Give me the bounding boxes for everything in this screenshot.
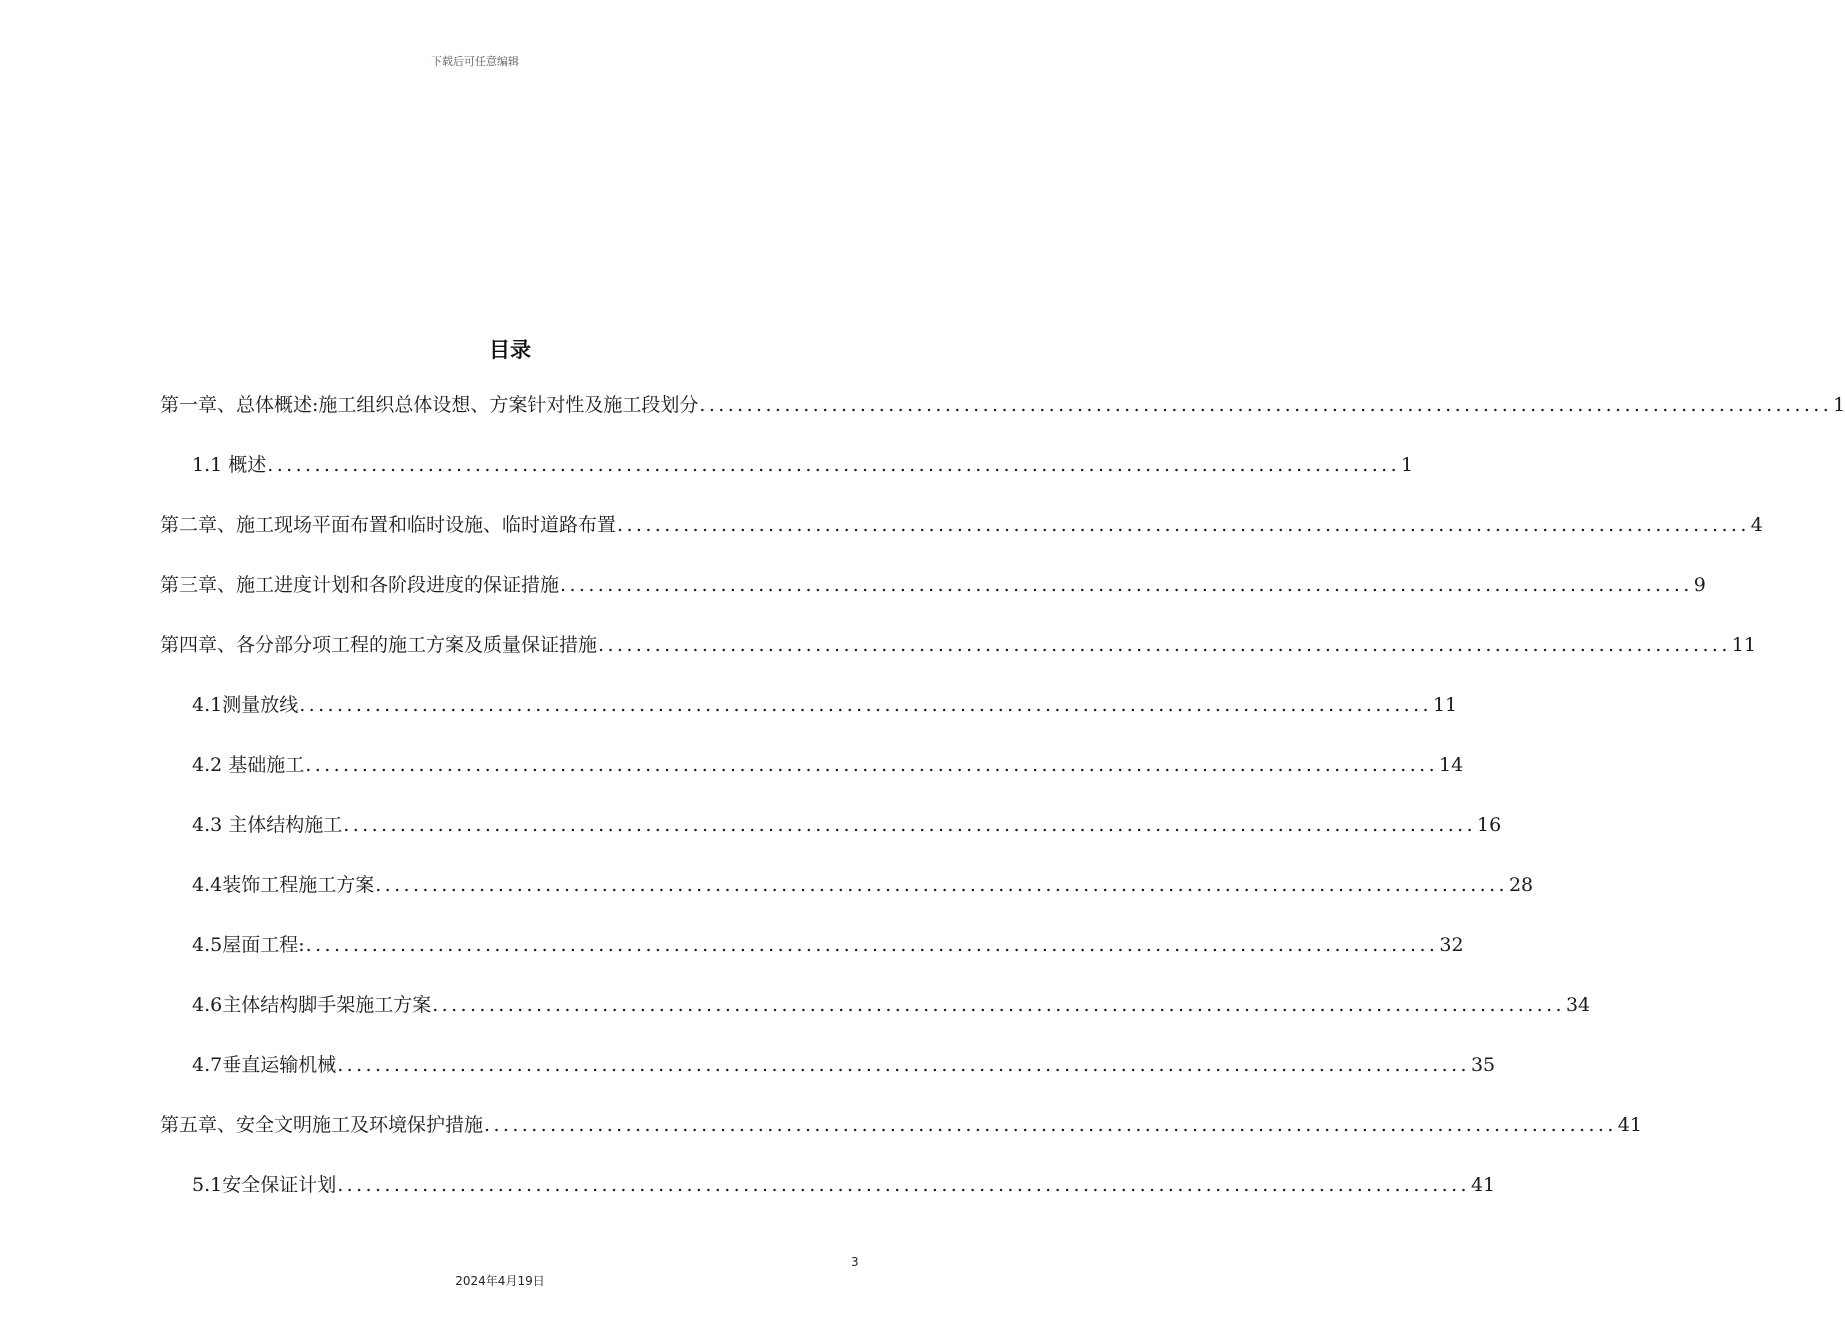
toc-dot-leader: ........................................................................................................................: [299, 694, 1432, 716]
toc-dot-leader: ........................................................................................................................: [267, 454, 1401, 476]
toc-entry[interactable]: [160, 1050, 1496, 1110]
toc-dot-leader: ........................................................................................................................: [305, 754, 1439, 776]
toc-dot-leader: ........................................................................................................................: [343, 814, 1477, 836]
toc-entry-text: 4.3 主体结构施工: [192, 814, 343, 836]
toc-entry-page: 11: [1432, 694, 1458, 716]
toc-dot-leader: ........................................................................................................................: [560, 574, 1693, 596]
toc-entry-text: 第四章、各分部分项工程的施工方案及质量保证措施: [160, 634, 598, 656]
toc-entry-text: 第三章、施工进度计划和各阶段进度的保证措施: [160, 574, 560, 596]
toc-entry-text: 第一章、总体概述:施工组织总体设想、方案针对性及施工段划分: [160, 394, 699, 416]
toc-entry[interactable]: [160, 810, 1502, 870]
toc-entry[interactable]: [160, 1110, 1642, 1170]
toc-entry-text: 1.1 概述: [192, 454, 267, 476]
toc-dot-leader: ........................................................................................................................: [699, 394, 1833, 416]
toc-entry-text: 4.4装饰工程施工方案: [192, 874, 375, 896]
toc-entry[interactable]: [160, 1170, 1496, 1230]
toc-entry[interactable]: [160, 390, 1845, 450]
toc-entry[interactable]: [160, 750, 1464, 810]
toc-entry[interactable]: [160, 450, 1414, 510]
toc-dot-leader: ........................................................................................................................: [598, 634, 1731, 656]
toc-title: 目录: [489, 338, 531, 362]
toc-entry-page: 41: [1617, 1114, 1642, 1136]
page-number: 3: [851, 1255, 859, 1269]
toc-entry-text: 第二章、施工现场平面布置和临时设施、临时道路布置: [160, 514, 617, 536]
toc-dot-leader: ........................................................................................................................: [432, 994, 1565, 1016]
toc-entry-page: 35: [1470, 1054, 1496, 1076]
toc-entry-page: 28: [1508, 874, 1534, 896]
toc-entry-page: 1: [1833, 394, 1845, 416]
toc-entry-text: 4.2 基础施工: [192, 754, 305, 776]
toc-entry-text: 5.1安全保证计划: [192, 1174, 337, 1196]
toc-entry-page: 32: [1439, 934, 1464, 956]
toc-dot-leader: ........................................................................................................................: [375, 874, 1508, 896]
toc-entry-page: 4: [1750, 514, 1763, 536]
toc-entry[interactable]: [160, 990, 1591, 1050]
toc-entry-page: 14: [1439, 754, 1464, 776]
toc-dot-leader: ........................................................................................................................: [337, 1054, 1470, 1076]
toc-entry[interactable]: [160, 690, 1458, 750]
toc-entry[interactable]: [160, 570, 1706, 630]
toc-entry-text: 4.7垂直运输机械: [192, 1054, 337, 1076]
toc-entry-text: 4.5屋面工程:: [192, 934, 305, 956]
footer-date: 2024年4月19日: [455, 1274, 545, 1288]
toc-dot-leader: ........................................................................................................................: [484, 1114, 1617, 1136]
toc-entry[interactable]: [160, 630, 1756, 690]
toc-entry-page: 34: [1565, 994, 1591, 1016]
table-of-contents: [160, 390, 1845, 1230]
toc-dot-leader: ........................................................................................................................: [337, 1174, 1470, 1196]
toc-dot-leader: ........................................................................................................................: [305, 934, 1439, 956]
toc-entry-text: 第五章、安全文明施工及环境保护措施: [160, 1114, 484, 1136]
toc-entry-page: 1: [1401, 454, 1414, 476]
page-header: 下载后可任意编辑: [431, 55, 519, 68]
toc-entry[interactable]: [160, 870, 1534, 930]
toc-entry-page: 11: [1731, 634, 1756, 656]
toc-entry-page: 41: [1470, 1174, 1496, 1196]
toc-entry-text: 4.6主体结构脚手架施工方案: [192, 994, 432, 1016]
toc-entry[interactable]: [160, 510, 1763, 570]
toc-dot-leader: ........................................................................................................................: [617, 514, 1750, 536]
toc-entry[interactable]: [160, 930, 1464, 990]
toc-entry-page: 9: [1693, 574, 1706, 596]
toc-entry-page: 16: [1477, 814, 1502, 836]
toc-entry-text: 4.1测量放线: [192, 694, 299, 716]
